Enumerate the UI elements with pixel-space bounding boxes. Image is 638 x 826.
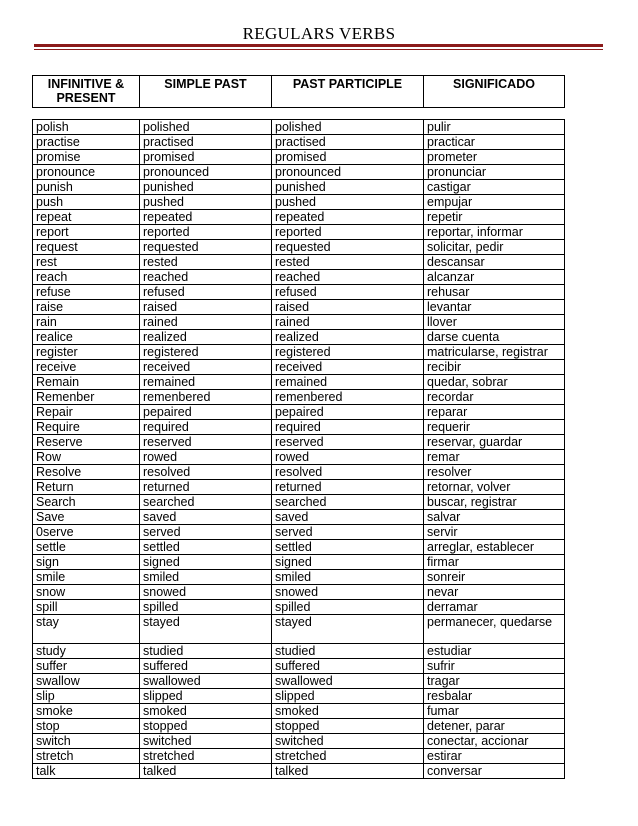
- significado-cell: remar: [424, 450, 565, 465]
- simple-past-cell: smiled: [140, 570, 272, 585]
- past-participle-cell: settled: [272, 540, 424, 555]
- table-row: [33, 390, 565, 405]
- past-participle-cell: received: [272, 360, 424, 375]
- simple-past-cell: returned: [140, 480, 272, 495]
- table-row: [33, 285, 565, 300]
- significado-cell: sufrir: [424, 659, 565, 674]
- infinitive-cell: receive: [33, 360, 140, 375]
- significado-cell: requerir: [424, 420, 565, 435]
- table-row: [33, 420, 565, 435]
- significado-cell: resolver: [424, 465, 565, 480]
- infinitive-cell: refuse: [33, 285, 140, 300]
- past-participle-cell: smoked: [272, 704, 424, 719]
- table-row: [33, 405, 565, 420]
- past-participle-cell: resolved: [272, 465, 424, 480]
- infinitive-cell: rest: [33, 255, 140, 270]
- significado-cell: darse cuenta: [424, 330, 565, 345]
- table-row: [33, 225, 565, 240]
- simple-past-cell: stayed: [140, 615, 272, 644]
- table-row: [33, 360, 565, 375]
- significado-cell: fumar: [424, 704, 565, 719]
- past-participle-cell: swallowed: [272, 674, 424, 689]
- significado-cell: prometer: [424, 150, 565, 165]
- significado-cell: levantar: [424, 300, 565, 315]
- table-row: [33, 270, 565, 285]
- past-participle-cell: stretched: [272, 749, 424, 764]
- table-row: [33, 600, 565, 615]
- past-participle-cell: served: [272, 525, 424, 540]
- table-row: [33, 315, 565, 330]
- infinitive-cell: Save: [33, 510, 140, 525]
- table-row: [33, 510, 565, 525]
- past-participle-cell: promised: [272, 150, 424, 165]
- past-participle-cell: repeated: [272, 210, 424, 225]
- simple-past-cell: signed: [140, 555, 272, 570]
- significado-cell: pronunciar: [424, 165, 565, 180]
- table-row: [33, 480, 565, 495]
- table-row: [33, 195, 565, 210]
- significado-cell: conectar, accionar: [424, 734, 565, 749]
- significado-cell: llover: [424, 315, 565, 330]
- past-participle-cell: switched: [272, 734, 424, 749]
- infinitive-cell: stay: [33, 615, 140, 644]
- past-participle-cell: registered: [272, 345, 424, 360]
- past-participle-cell: pepaired: [272, 405, 424, 420]
- infinitive-cell: realice: [33, 330, 140, 345]
- simple-past-cell: polished: [140, 120, 272, 135]
- past-participle-cell: stayed: [272, 615, 424, 644]
- significado-cell: alcanzar: [424, 270, 565, 285]
- past-participle-cell: raised: [272, 300, 424, 315]
- table-row: [33, 704, 565, 719]
- simple-past-cell: practised: [140, 135, 272, 150]
- simple-past-cell: saved: [140, 510, 272, 525]
- table-row: [33, 255, 565, 270]
- infinitive-cell: Reserve: [33, 435, 140, 450]
- simple-past-cell: remenbered: [140, 390, 272, 405]
- table-row: [33, 659, 565, 674]
- table-row: [33, 300, 565, 315]
- simple-past-cell: slipped: [140, 689, 272, 704]
- table-row: [33, 615, 565, 644]
- simple-past-cell: raised: [140, 300, 272, 315]
- simple-past-cell: spilled: [140, 600, 272, 615]
- simple-past-cell: requested: [140, 240, 272, 255]
- simple-past-cell: rained: [140, 315, 272, 330]
- past-participle-cell: suffered: [272, 659, 424, 674]
- significado-cell: recibir: [424, 360, 565, 375]
- infinitive-cell: pronounce: [33, 165, 140, 180]
- past-participle-cell: returned: [272, 480, 424, 495]
- table-row: [33, 435, 565, 450]
- simple-past-cell: studied: [140, 644, 272, 659]
- simple-past-cell: repeated: [140, 210, 272, 225]
- simple-past-cell: suffered: [140, 659, 272, 674]
- infinitive-cell: request: [33, 240, 140, 255]
- simple-past-cell: resolved: [140, 465, 272, 480]
- table-row: [33, 180, 565, 195]
- significado-cell: practicar: [424, 135, 565, 150]
- significado-cell: resbalar: [424, 689, 565, 704]
- significado-cell: derramar: [424, 600, 565, 615]
- header-significado: SIGNIFICADO: [424, 76, 565, 108]
- infinitive-cell: punish: [33, 180, 140, 195]
- significado-cell: quedar, sobrar: [424, 375, 565, 390]
- significado-cell: recordar: [424, 390, 565, 405]
- infinitive-cell: Require: [33, 420, 140, 435]
- infinitive-cell: Remain: [33, 375, 140, 390]
- past-participle-cell: spilled: [272, 600, 424, 615]
- significado-cell: salvar: [424, 510, 565, 525]
- past-participle-cell: reached: [272, 270, 424, 285]
- infinitive-cell: stop: [33, 719, 140, 734]
- simple-past-cell: punished: [140, 180, 272, 195]
- past-participle-cell: searched: [272, 495, 424, 510]
- past-participle-cell: reserved: [272, 435, 424, 450]
- table-row: [33, 495, 565, 510]
- infinitive-cell: swallow: [33, 674, 140, 689]
- significado-cell: estudiar: [424, 644, 565, 659]
- simple-past-cell: swallowed: [140, 674, 272, 689]
- table-row: [33, 465, 565, 480]
- table-row: [33, 749, 565, 764]
- simple-past-cell: served: [140, 525, 272, 540]
- significado-cell: pulir: [424, 120, 565, 135]
- infinitive-cell: report: [33, 225, 140, 240]
- simple-past-cell: talked: [140, 764, 272, 779]
- past-participle-cell: saved: [272, 510, 424, 525]
- significado-cell: reservar, guardar: [424, 435, 565, 450]
- past-participle-cell: punished: [272, 180, 424, 195]
- table-row: [33, 540, 565, 555]
- infinitive-cell: settle: [33, 540, 140, 555]
- infinitive-cell: suffer: [33, 659, 140, 674]
- table-row: [33, 450, 565, 465]
- significado-cell: conversar: [424, 764, 565, 779]
- infinitive-cell: repeat: [33, 210, 140, 225]
- table-row: [33, 689, 565, 704]
- infinitive-cell: switch: [33, 734, 140, 749]
- simple-past-cell: stopped: [140, 719, 272, 734]
- significado-cell: solicitar, pedir: [424, 240, 565, 255]
- significado-cell: matricularse, registrar: [424, 345, 565, 360]
- past-participle-cell: slipped: [272, 689, 424, 704]
- simple-past-cell: realized: [140, 330, 272, 345]
- table-row: [33, 555, 565, 570]
- table-row: [33, 525, 565, 540]
- significado-cell: detener, parar: [424, 719, 565, 734]
- significado-cell: empujar: [424, 195, 565, 210]
- simple-past-cell: refused: [140, 285, 272, 300]
- infinitive-cell: Remenber: [33, 390, 140, 405]
- significado-cell: sonreir: [424, 570, 565, 585]
- table-row: [33, 764, 565, 779]
- infinitive-cell: promise: [33, 150, 140, 165]
- infinitive-cell: Row: [33, 450, 140, 465]
- significado-cell: castigar: [424, 180, 565, 195]
- simple-past-cell: rested: [140, 255, 272, 270]
- significado-cell: rehusar: [424, 285, 565, 300]
- simple-past-cell: stretched: [140, 749, 272, 764]
- significado-cell: nevar: [424, 585, 565, 600]
- significado-cell: retornar, volver: [424, 480, 565, 495]
- simple-past-cell: rowed: [140, 450, 272, 465]
- title-underline-thick: [34, 44, 603, 47]
- significado-cell: arreglar, establecer: [424, 540, 565, 555]
- simple-past-cell: smoked: [140, 704, 272, 719]
- infinitive-cell: Resolve: [33, 465, 140, 480]
- table-row: [33, 240, 565, 255]
- infinitive-cell: sign: [33, 555, 140, 570]
- significado-cell: descansar: [424, 255, 565, 270]
- simple-past-cell: required: [140, 420, 272, 435]
- table-row: [33, 734, 565, 749]
- simple-past-cell: settled: [140, 540, 272, 555]
- header-past-participle: PAST PARTICIPLE: [272, 76, 424, 108]
- header-table: [32, 75, 565, 108]
- infinitive-cell: Search: [33, 495, 140, 510]
- simple-past-cell: pepaired: [140, 405, 272, 420]
- simple-past-cell: pushed: [140, 195, 272, 210]
- past-participle-cell: rested: [272, 255, 424, 270]
- infinitive-cell: slip: [33, 689, 140, 704]
- page-title: REGULARS VERBS: [242, 24, 396, 43]
- header-row: [33, 76, 565, 108]
- past-participle-cell: rained: [272, 315, 424, 330]
- simple-past-cell: promised: [140, 150, 272, 165]
- significado-cell: estirar: [424, 749, 565, 764]
- past-participle-cell: studied: [272, 644, 424, 659]
- simple-past-cell: reserved: [140, 435, 272, 450]
- significado-cell: reportar, informar: [424, 225, 565, 240]
- past-participle-cell: reported: [272, 225, 424, 240]
- table-row: [33, 585, 565, 600]
- simple-past-cell: searched: [140, 495, 272, 510]
- simple-past-cell: remained: [140, 375, 272, 390]
- table-row: [33, 375, 565, 390]
- infinitive-cell: study: [33, 644, 140, 659]
- simple-past-cell: reported: [140, 225, 272, 240]
- past-participle-cell: polished: [272, 120, 424, 135]
- infinitive-cell: smile: [33, 570, 140, 585]
- past-participle-cell: practised: [272, 135, 424, 150]
- simple-past-cell: registered: [140, 345, 272, 360]
- table-row: [33, 135, 565, 150]
- past-participle-cell: realized: [272, 330, 424, 345]
- past-participle-cell: remenbered: [272, 390, 424, 405]
- significado-cell: buscar, registrar: [424, 495, 565, 510]
- header-simple-past: SIMPLE PAST: [140, 76, 272, 108]
- infinitive-cell: rain: [33, 315, 140, 330]
- table-row: [33, 210, 565, 225]
- table-row: [33, 570, 565, 585]
- past-participle-cell: pronounced: [272, 165, 424, 180]
- significado-cell: repetir: [424, 210, 565, 225]
- significado-cell: reparar: [424, 405, 565, 420]
- table-row: [33, 674, 565, 689]
- past-participle-cell: required: [272, 420, 424, 435]
- simple-past-cell: reached: [140, 270, 272, 285]
- infinitive-cell: snow: [33, 585, 140, 600]
- infinitive-cell: smoke: [33, 704, 140, 719]
- past-participle-cell: pushed: [272, 195, 424, 210]
- table-row: [33, 120, 565, 135]
- significado-cell: servir: [424, 525, 565, 540]
- past-participle-cell: snowed: [272, 585, 424, 600]
- simple-past-cell: received: [140, 360, 272, 375]
- table-row: [33, 330, 565, 345]
- verbs-table: [32, 119, 565, 779]
- simple-past-cell: switched: [140, 734, 272, 749]
- infinitive-cell: Repair: [33, 405, 140, 420]
- past-participle-cell: stopped: [272, 719, 424, 734]
- significado-cell: tragar: [424, 674, 565, 689]
- infinitive-cell: Return: [33, 480, 140, 495]
- table-row: [33, 150, 565, 165]
- header-infinitive: INFINITIVE & PRESENT: [33, 76, 140, 108]
- infinitive-cell: practise: [33, 135, 140, 150]
- past-participle-cell: smiled: [272, 570, 424, 585]
- infinitive-cell: talk: [33, 764, 140, 779]
- table-row: [33, 644, 565, 659]
- past-participle-cell: remained: [272, 375, 424, 390]
- infinitive-cell: 0serve: [33, 525, 140, 540]
- simple-past-cell: snowed: [140, 585, 272, 600]
- infinitive-cell: raise: [33, 300, 140, 315]
- table-row: [33, 165, 565, 180]
- title-underline-thin: [34, 49, 603, 50]
- past-participle-cell: signed: [272, 555, 424, 570]
- table-row: [33, 345, 565, 360]
- past-participle-cell: talked: [272, 764, 424, 779]
- infinitive-cell: spill: [33, 600, 140, 615]
- table-row: [33, 719, 565, 734]
- significado-cell: permanecer, quedarse: [424, 615, 565, 644]
- infinitive-cell: push: [33, 195, 140, 210]
- past-participle-cell: refused: [272, 285, 424, 300]
- simple-past-cell: pronounced: [140, 165, 272, 180]
- infinitive-cell: polish: [33, 120, 140, 135]
- past-participle-cell: rowed: [272, 450, 424, 465]
- infinitive-cell: register: [33, 345, 140, 360]
- infinitive-cell: stretch: [33, 749, 140, 764]
- infinitive-cell: reach: [33, 270, 140, 285]
- past-participle-cell: requested: [272, 240, 424, 255]
- significado-cell: firmar: [424, 555, 565, 570]
